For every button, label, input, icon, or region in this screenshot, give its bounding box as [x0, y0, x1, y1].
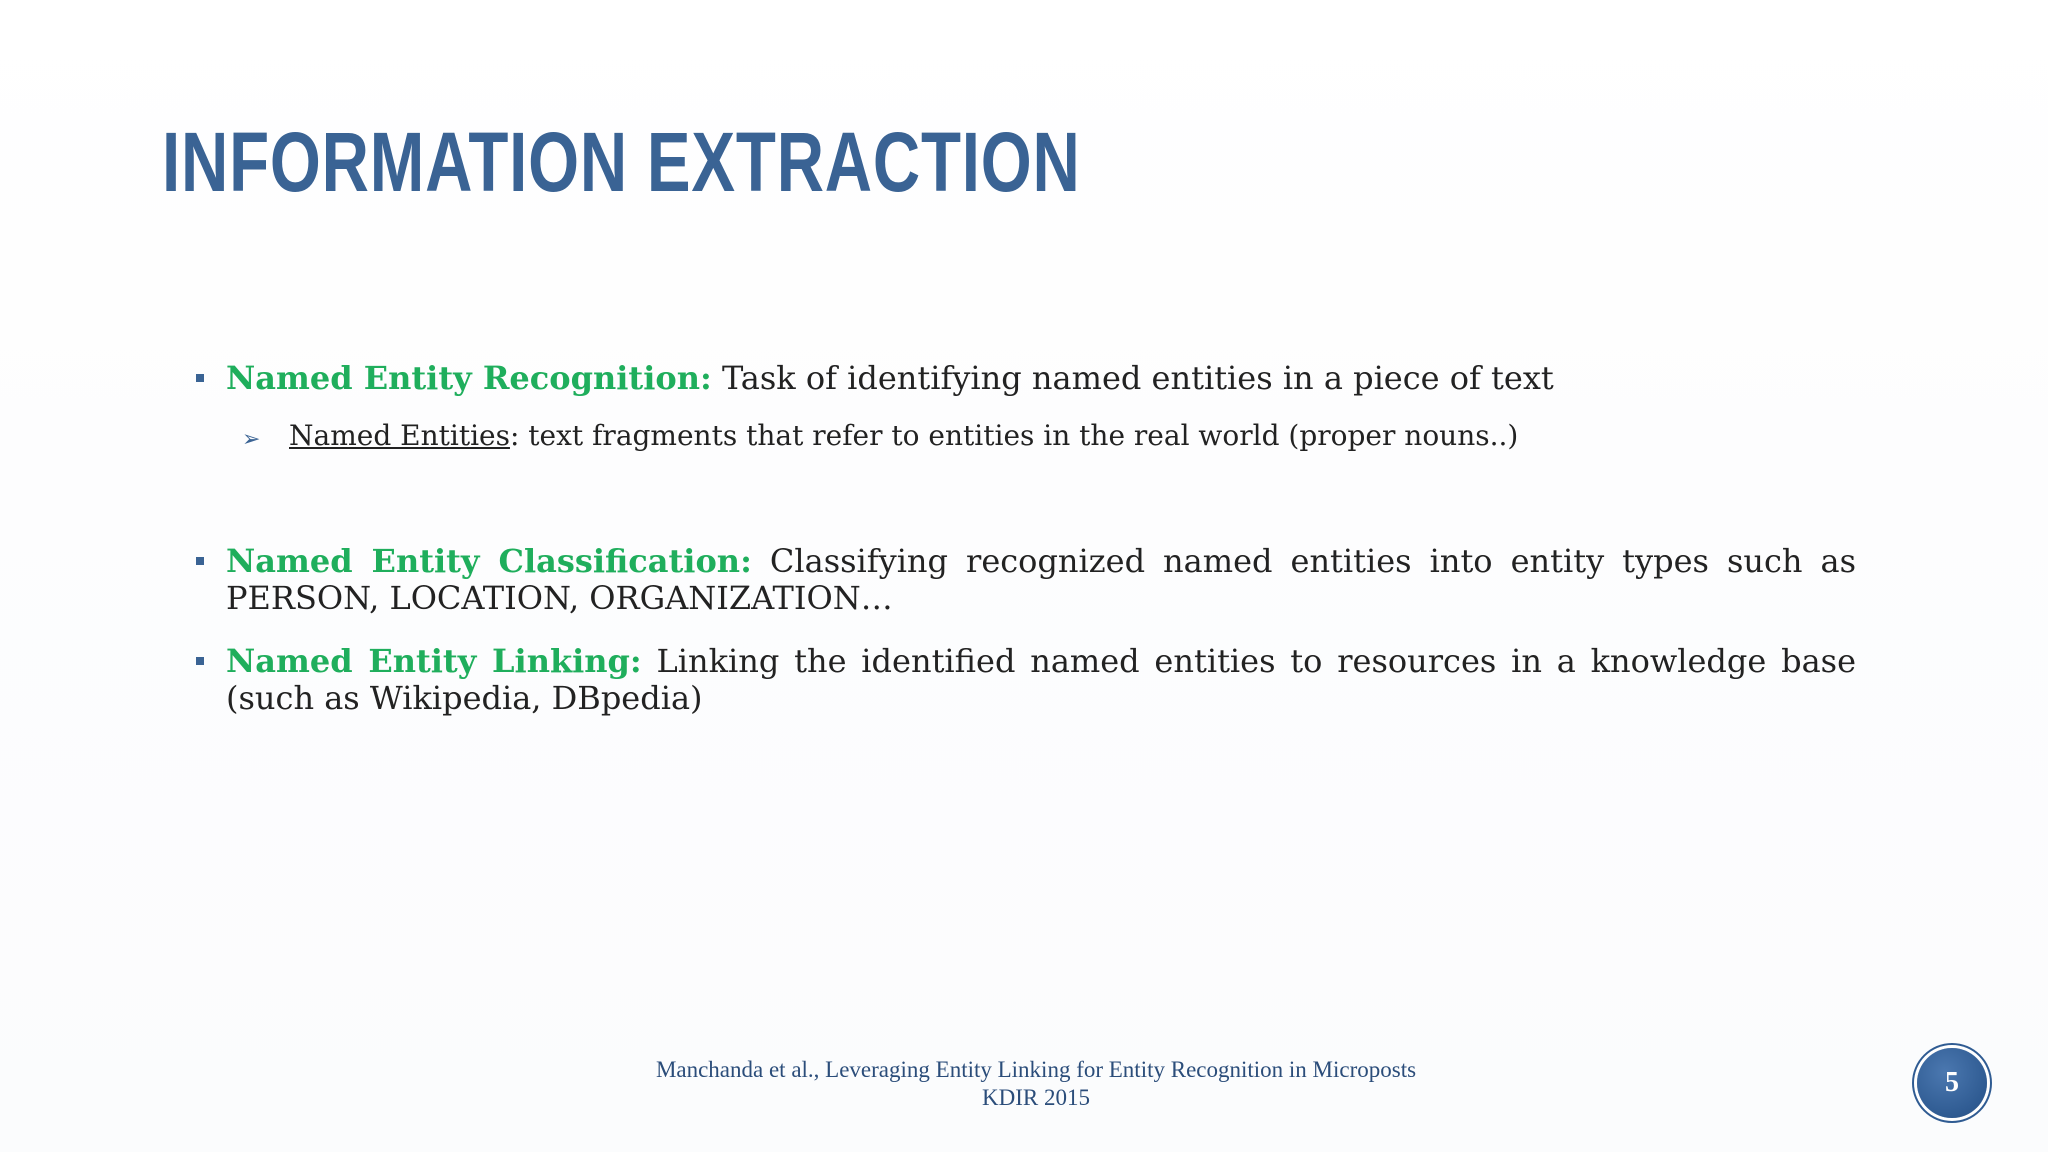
- subdesc-named-entities: : text fragments that refer to entities in the real world (proper nouns..): [509, 419, 1519, 452]
- bullet-item-linking: [196, 643, 1856, 717]
- slide-body: [196, 360, 1856, 717]
- square-bullet-icon: [196, 374, 204, 382]
- desc-recognition: Task of identifying named entities in a piece of text: [711, 359, 1554, 397]
- desc-classification: Classifying recognized named entities into entity types such as PERSON, LOCATION, ORGANIZATION…: [226, 542, 1857, 617]
- bullet-item-classification: [196, 543, 1856, 617]
- term-recognition: Named Entity Recognition:: [226, 359, 712, 397]
- desc-linking: Linking the identified named entities to resources in a knowledge base (such as Wikipedia, DBpedia): [226, 642, 1857, 717]
- bullet-item-recognition: [196, 360, 1856, 397]
- page-number: 5: [1945, 1067, 1959, 1098]
- sub-bullet-named-entities: [196, 419, 1856, 453]
- term-classification: Named Entity Classification:: [226, 542, 752, 580]
- subterm-named-entities: Named Entities: [289, 419, 510, 452]
- page-number-badge: [1917, 1048, 1987, 1118]
- term-linking: Named Entity Linking:: [226, 642, 642, 680]
- square-bullet-icon: [196, 657, 204, 665]
- footer-citation: [0, 1056, 2048, 1112]
- footer-line-2: KDIR 2015: [982, 1085, 1090, 1110]
- slide-title: INFORMATION EXTRACTION: [162, 115, 1081, 209]
- square-bullet-icon: [196, 557, 204, 565]
- footer-line-1: Manchanda et al., Leveraging Entity Linking for Entity Recognition in Microposts: [655, 1057, 1417, 1082]
- arrow-bullet-icon: ➢: [242, 427, 261, 452]
